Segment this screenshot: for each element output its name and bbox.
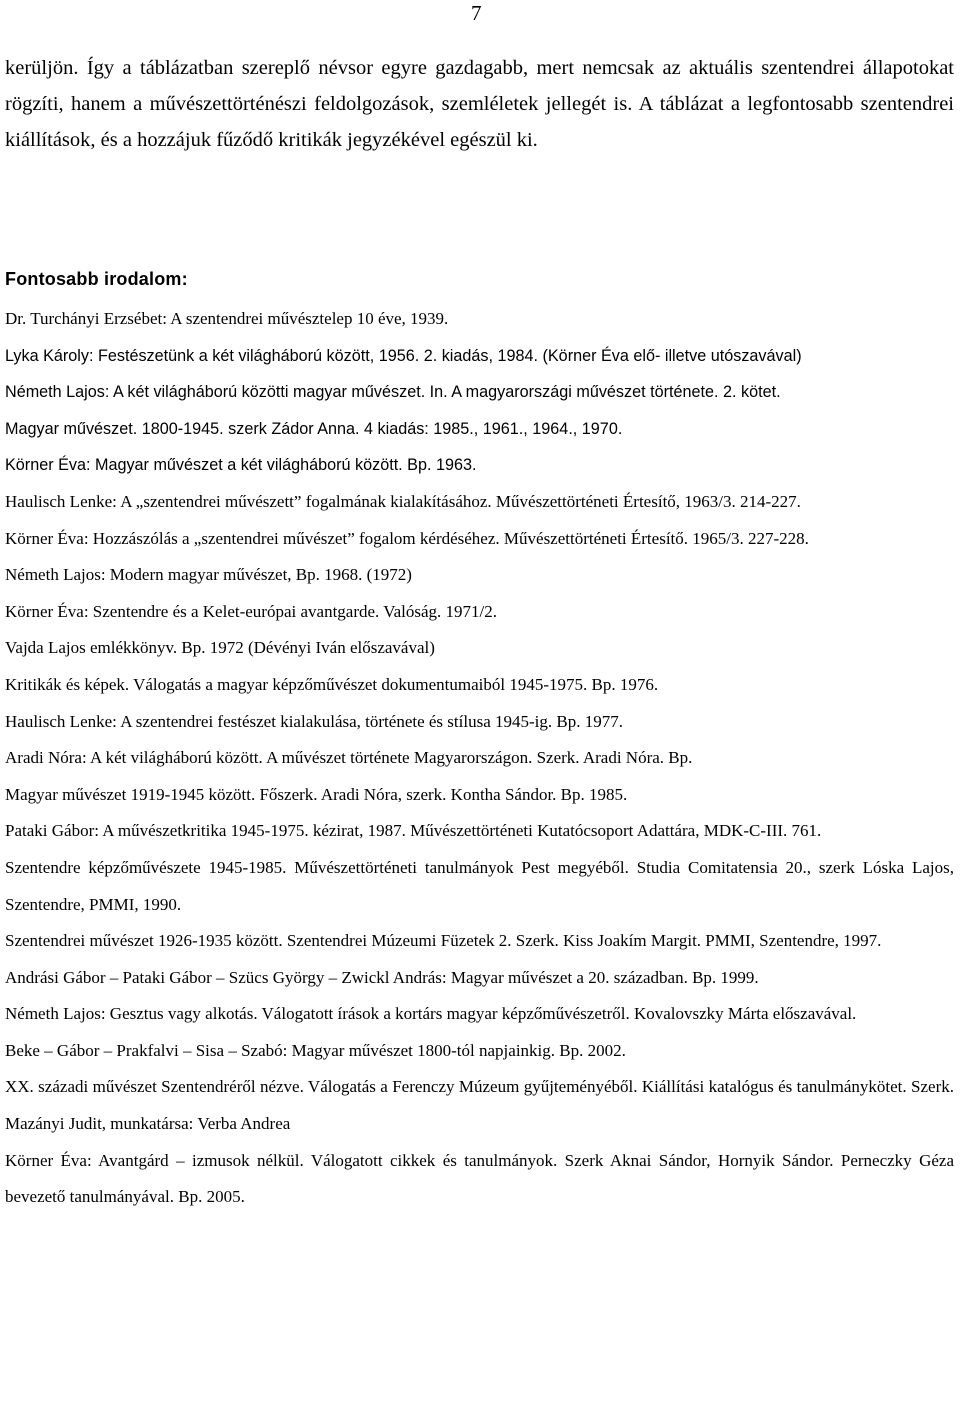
bibliography-entry: Pataki Gábor: A művészetkritika 1945-1975. kézirat, 1987. Művészettörténeti Kutatócsoport Adattára, MDK-C-III. 761. (5, 821, 822, 841)
bibliography-entry: Körner Éva: Szentendre és a Kelet-európai avantgarde. Valóság. 1971/2. (5, 601, 498, 621)
bibliography-entry: Németh Lajos: Gesztus vagy alkotás. Válogatott írások a kortárs magyar képzőművészetről. Kovalovszky Márta előszavával. (5, 1004, 857, 1024)
bibliography-entry: Magyar művészet 1919-1945 között. Főszerk. Aradi Nóra, szerk. Kontha Sándor. Bp. 1985. (5, 784, 628, 804)
bibliography-entry: Haulisch Lenke: A „szentendrei művészett” fogalmának kialakításához. Művészettörténeti Értesítő, 1963/3. 214-227. (5, 491, 801, 511)
bibliography-entry: Haulisch Lenke: A szentendrei festészet kialakulása, története és stílusa 1945-ig. Bp. 1977. (5, 711, 623, 731)
bibliography-entry: Andrási Gábor – Pataki Gábor – Szücs György – Zwickl András: Magyar művészet a 20. században. Bp. 1999. (5, 967, 759, 987)
bibliography-entry: Németh Lajos: Modern magyar művészet, Bp. 1968. (1972) (5, 565, 412, 585)
bibliography-entry: Kritikák és képek. Válogatás a magyar képzőművészet dokumentumaiból 1945-1975. Bp. 1976. (5, 674, 659, 694)
bibliography-list (5, 301, 954, 1216)
page-number: 7 (471, 1, 482, 25)
bibliography-entry: Aradi Nóra: A két világháború között. A művészet története Magyarországon. Szerk. Aradi Nóra. Bp. (5, 748, 693, 768)
bibliography-entry: Körner Éva: Magyar művészet a két világháború között. Bp. 1963. (5, 456, 477, 475)
bibliography-entry: Körner Éva: Avantgárd – izmusok nélkül. Válogatott cikkek és tanulmányok. Szerk Aknai Sándor, Hornyik Sándor. Perneczky Géza bevezető tanulmányával. Bp. 2005. (5, 1150, 954, 1207)
bibliography-entry: Lyka Károly: Festészetünk a két világháború között, 1956. 2. kiadás, 1984. (Körner Éva elő- illetve utószavával) (5, 346, 802, 365)
bibliography-entry: Németh Lajos: A két világháború közötti magyar művészet. In. A magyarországi művészet története. 2. kötet. (5, 383, 781, 402)
bibliography-entry: Vajda Lajos emlékkönyv. Bp. 1972 (Dévényi Iván előszavával) (5, 638, 435, 658)
bibliography-entry: Dr. Turchányi Erzsébet: A szentendrei művésztelep 10 éve, 1939. (5, 309, 449, 328)
bibliography-entry: Szentendre képzőművészete 1945-1985. Művészettörténeti tanulmányok Pest megyéből. Studia Comitatensia 20., szerk Lóska Lajos, Szentendre, PMMI, 1990. (5, 857, 954, 914)
bibliography-entry: XX. századi művészet Szentendréről nézve. Válogatás a Ferenczy Múzeum gyűjteményéből. Kiállítási katalógus és tanulmánykötet. Szerk. Mazányi Judit, munkatársa: Verba Andrea (5, 1077, 954, 1134)
bibliography-entry: Magyar művészet. 1800-1945. szerk Zádor Anna. 4 kiadás: 1985., 1961., 1964., 1970. (5, 419, 623, 438)
bibliography-entry: Körner Éva: Hozzászólás a „szentendrei művészet” fogalom kérdéséhez. Művészettörténeti Értesítő. 1965/3. 227-228. (5, 528, 809, 548)
intro-paragraph: kerüljön. Így a táblázatban szereplő névsor egyre gazdagabb, mert nemcsak az aktuális szentendrei állapotokat rögzíti, hanem a művészettörténészi feldolgozások, szemléletek jellegét is. A táblázat a legfontosabb szentendrei kiállítások, és a hozzájuk fűződő kritikák jegyzékével egészül ki. (5, 57, 954, 151)
bibliography-entry: Szentendrei művészet 1926-1935 között. Szentendrei Múzeumi Füzetek 2. Szerk. Kiss Joakím Margit. PMMI, Szentendre, 1997. (5, 931, 882, 951)
bibliography-entry: Beke – Gábor – Prakfalvi – Sisa – Szabó: Magyar művészet 1800-tól napjainkig. Bp. 2002. (5, 1040, 626, 1060)
literature-heading: Fontosabb irodalom: (5, 269, 188, 289)
